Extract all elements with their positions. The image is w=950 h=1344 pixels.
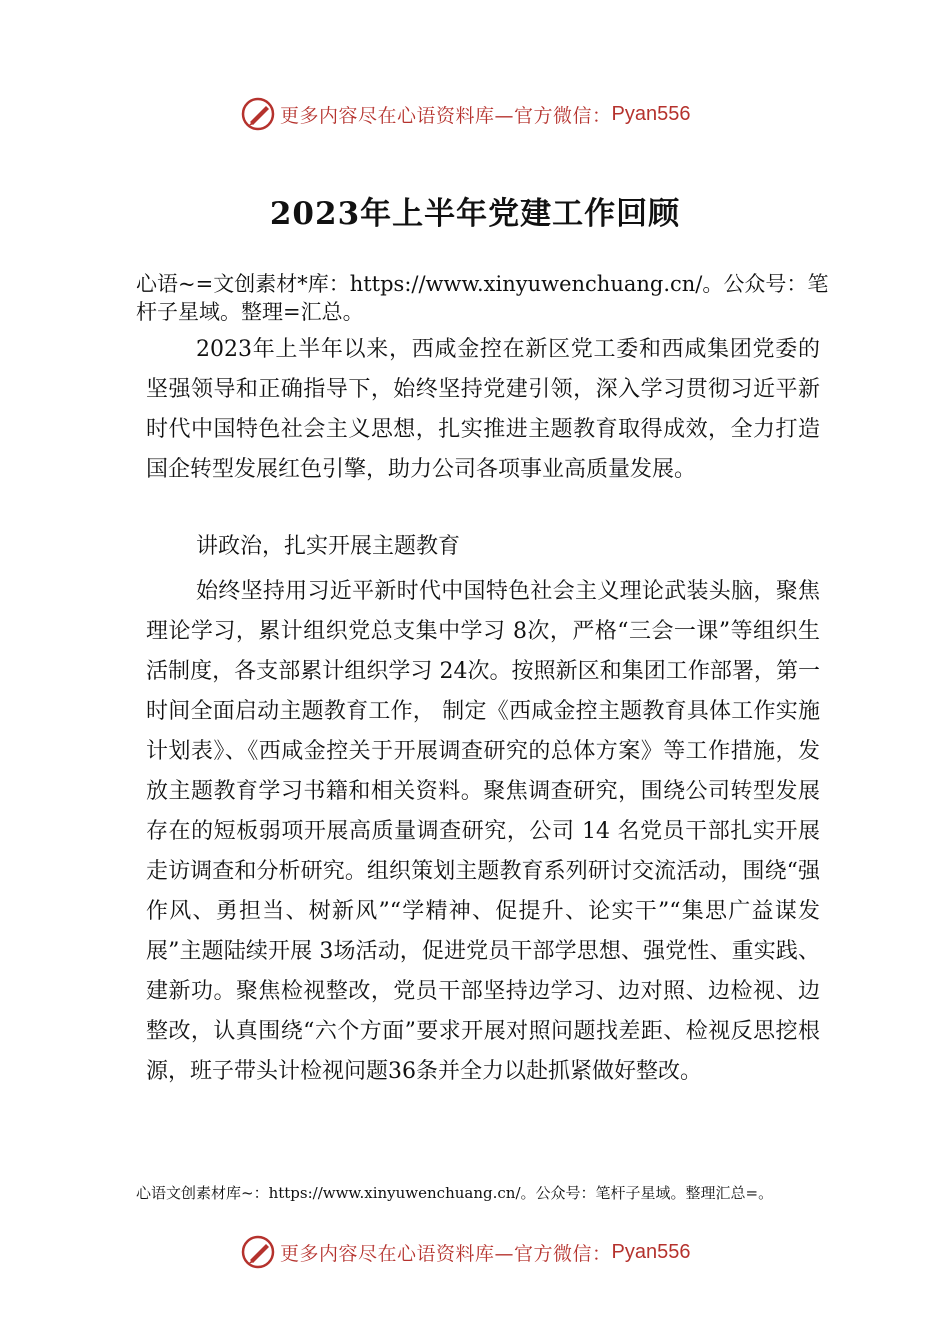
footer-banner	[240, 1232, 690, 1272]
banner-text: 更多内容尽在心语资料库—官方微信：	[280, 1242, 612, 1265]
pen-logo-icon	[240, 96, 276, 132]
source-note-top: 心语~=文创素材*库：https://www.xinyuwenchuang.cn/。公众号：笔杆子星域。整理=汇总。	[136, 272, 829, 324]
banner-wechat-id: Pyan556	[611, 1240, 691, 1263]
banner-text: 更多内容尽在心语资料库—官方微信：	[280, 104, 612, 127]
paragraph-theme-education: 始终坚持用习近平新时代中国特色社会主义理论武装头脑，聚焦理论学习，累计组织党总支集中学习 8次，严格“三会一课”等组织生活制度，各支部累计组织学习 24次。按照新区和集团工作部署，第一时间全面启动主题教育工作， 制定《西咸金控主题教育具体工作实施计划表》、《西咸金控关于开展调查研究的总体方案》等工作措施，发放主题教育学习书籍和相关资料。聚焦调查研究，围绕公司转型发展存在的短板弱项开展高质量调查研究，公司 14 名党员干部扎实开展走访调查和分析研究。组织策划主题教育系列研讨交流活动，围绕“强作风、勇担当、树新风”“学精神、促提升、论实干”“集思广益谋发展”主题陆续开展 3场活动，促进党员干部学思想、强党性、重实践、建新功。聚焦检视整改，党员干部坚持边学习、边对照、边检视、边整改，认真围绕“六个方面”要求开展对照问题找差距、检视反思挖根源，班子带头计检视问题36条并全力以赴抓紧做好整改。	[146, 579, 820, 1084]
pen-logo-icon	[240, 1234, 276, 1270]
paragraph-intro: 2023年上半年以来，西咸金控在新区党工委和西咸集团党委的坚强领导和正确指导下，始终坚持党建引领，深入学习贯彻习近平新时代中国特色社会主义思想，扎实推进主题教育取得成效，全力打造国企转型发展红色引擎，助力公司各项事业高质量发展。	[146, 337, 820, 482]
source-note-bottom: 心语文创素材库~：https://www.xinyuwenchuang.cn/。公众号：笔杆子星域。整理汇总=。	[136, 1184, 774, 1202]
section-heading: 讲政治，扎实开展主题教育	[196, 534, 461, 559]
banner-wechat-id: Pyan556	[611, 102, 691, 125]
document-title: 2023年上半年党建工作回顾	[269, 196, 681, 232]
header-banner	[240, 94, 690, 134]
